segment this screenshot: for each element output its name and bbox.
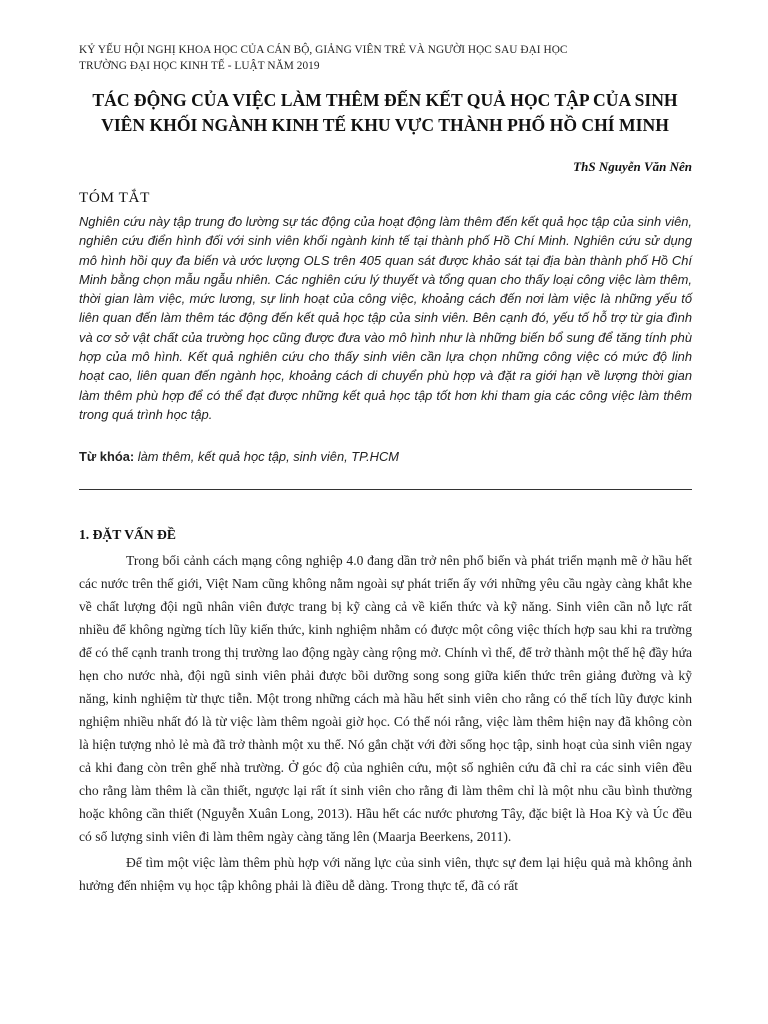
title-line-2: VIÊN KHỐI NGÀNH KINH TẾ KHU VỰC THÀNH PHỐ HỒ CHÍ MINH [101,114,669,135]
keywords-list: làm thêm, kết quả học tập, sinh viên, TP.HCM [134,449,400,464]
paper-title [79,88,691,137]
keywords-line [79,447,692,466]
header-line-1: KỶ YẾU HỘI NGHỊ KHOA HỌC CỦA CÁN BỘ, GIẢNG VIÊN TRẺ VÀ NGƯỜI HỌC SAU ĐẠI HỌC [79,44,568,56]
section-divider [79,489,692,490]
body-paragraph-2: Để tìm một việc làm thêm phù hợp với năng lực của sinh viên, thực sự đem lại hiệu quả mà không ảnh hưởng đến nhiệm vụ học tập không phải là điều dễ dàng. Trong thực tế, đã có rất [79,854,692,893]
section-body [79,549,692,899]
section-heading: 1. ĐẶT VẤN ĐỀ [79,527,176,542]
proceedings-header [79,42,699,74]
abstract-heading: TÓM TẮT [79,189,150,206]
body-paragraph-1: Trong bối cảnh cách mạng công nghiệp 4.0 đang dần trở nên phổ biến và phát triển mạnh mẽ ở hầu hết các nước trên thế giới, Việt Nam cũng không nằm ngoài sự phát triển ấy với những yêu cầu ngày càng khắt khe về chất lượng đội ngũ nhân viên được trang bị kỹ càng cả về kiến thức và kỹ năng. Sinh viên cần nỗ lực rất nhiều để không ngừng tích lũy kiến thức, kinh nghiệm nhằm có được một công việc thích hợp sau khi ra trường để có thể cạnh tranh trong thị trường lao động ngày càng rộng mở. Chính vì thế, để trở thành một thế hệ đầy hứa hẹn cho nước nhà, đội ngũ sinh viên phải được bồi dưỡng song song giữa kiến thức trên giảng đường và kỹ năng, kinh nghiệm từ thực tiễn. Một trong những cách mà hầu hết sinh viên cho rằng có thể tích lũy được kinh nghiệm nhiều nhất đó là từ việc làm thêm ngoài giờ học. Có thể nói rằng, việc làm thêm hiện nay đã không còn là hiện tượng nhỏ lẻ mà đã trở thành một xu thế. Nó gắn chặt với đời sống học tập, sinh hoạt của sinh viên ngay cả khi đang còn trên ghế nhà trường. Ở góc độ của nghiên cứu, một số nghiên cứu đã chỉ ra các sinh viên đều cho rằng làm thêm là cần thiết, ngược lại rất ít sinh viên cho rằng đi làm thêm chỉ là một nhu cầu bình thường hoặc không cần thiết (Nguyễn Xuân Long, 2013). Hầu hết các nước phương Tây, đặc biệt là Hoa Kỳ và Úc đều có số lượng sinh viên đi làm thêm ngày càng tăng lên (Maarja Beerkens, 2011). [79,553,692,844]
keywords-label: Từ khóa: [79,449,135,464]
author-name: ThS Nguyễn Văn Nên [573,159,692,174]
header-line-2: TRƯỜNG ĐẠI HỌC KINH TẾ - LUẬT NĂM 2019 [79,60,320,72]
abstract-text: Nghiên cứu này tập trung đo lường sự tác động của hoạt động làm thêm đến kết quả học tập của sinh viên, nghiên cứu điển hình đối với sinh viên khối ngành kinh tế tại thành phố Hồ Chí Minh. Nghiên cứu sử dụng mô hình hồi quy đa biến và ước lượng OLS trên 405 quan sát được khảo sát tại địa bàn thành phố Hồ Chí Minh bằng chọn mẫu ngẫu nhiên. Các nghiên cứu lý thuyết và tổng quan cho thấy loại công việc làm thêm, thời gian làm việc, mức lương, sự linh hoạt của công việc, khoảng cách đến nơi làm việc là những yếu tố liên quan đến làm thêm tác động đến kết quả học tập của sinh viên. Bên cạnh đó, yếu tố hỗ trợ từ gia đình và cơ sở vật chất của trường học cũng được đưa vào mô hình như là những biến bổ sung để tăng tính phù hợp của mô hình. Kết quả nghiên cứu cho thấy sinh viên cần lựa chọn những công việc có mức độ linh hoạt cao, liên quan đến ngành học, khoảng cách di chuyển phù hợp và đặt ra giới hạn về lượng thời gian làm thêm phù hợp để có thể đạt được những kết quả học tập tốt hơn khi tham gia các công việc làm thêm trong quá trình học tập. [79,214,692,422]
title-line-1: TÁC ĐỘNG CỦA VIỆC LÀM THÊM ĐẾN KẾT QUẢ HỌC TẬP CỦA SINH [92,90,678,110]
